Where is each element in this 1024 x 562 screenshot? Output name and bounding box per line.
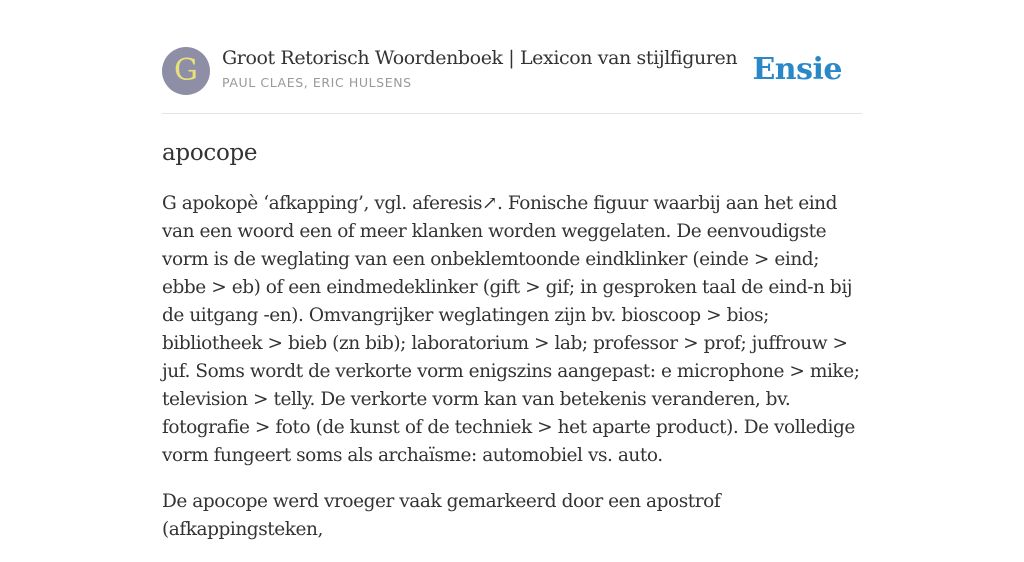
definition-text-start: G apokopè ‘afkapping’, vgl. xyxy=(162,193,413,214)
definition-paragraph-2: De apocope werd vroeger vaak gemarkeerd door een apostrof (afkappingsteken, xyxy=(162,491,721,540)
entry-header xyxy=(162,46,862,96)
header-divider xyxy=(162,113,862,114)
definition-text-rest: . Fonische figuur waarbij aan het eind van een woord een of meer klanken worden weggelaten. De eenvoudigste vorm is de weglating van een onbeklemtoonde eindklinker (einde > eind; ebbe > eb) of een eindmedeklinker (gift > gif; in gesproken taal de eind-n bij de uitgang -en). Omvangrijker weglatingen zijn bv. bioscoop > bios; bibliotheek > bieb (zn bib); laboratorium > lab; professor > prof; juffrouw > juf. Soms wordt de verkorte vorm enigszins aangepast: e microphone > mike; television > telly. De verkorte vorm kan van betekenis veranderen, bv. fotografie > foto (de kunst of de techniek > het aparte product). De volledige vorm fungeert soms als archaïsme: automobiel vs. auto. xyxy=(162,193,860,466)
entry-definition xyxy=(162,190,867,562)
book-avatar[interactable]: G xyxy=(162,47,210,95)
entry-term: apocope xyxy=(162,140,258,166)
aferesis-link-text[interactable]: aferesis xyxy=(412,193,482,214)
definition-paragraph-1 xyxy=(162,190,867,470)
aferesis-link[interactable] xyxy=(412,193,497,214)
book-title[interactable]: Groot Retorisch Woordenboek | Lexicon van stijlfiguren xyxy=(222,47,738,69)
book-authors: PAUL CLAES, ERIC HULSENS xyxy=(222,75,412,90)
ensie-logo-link[interactable]: Ensie xyxy=(752,52,842,87)
external-link-icon[interactable]: ↗ xyxy=(481,193,498,214)
